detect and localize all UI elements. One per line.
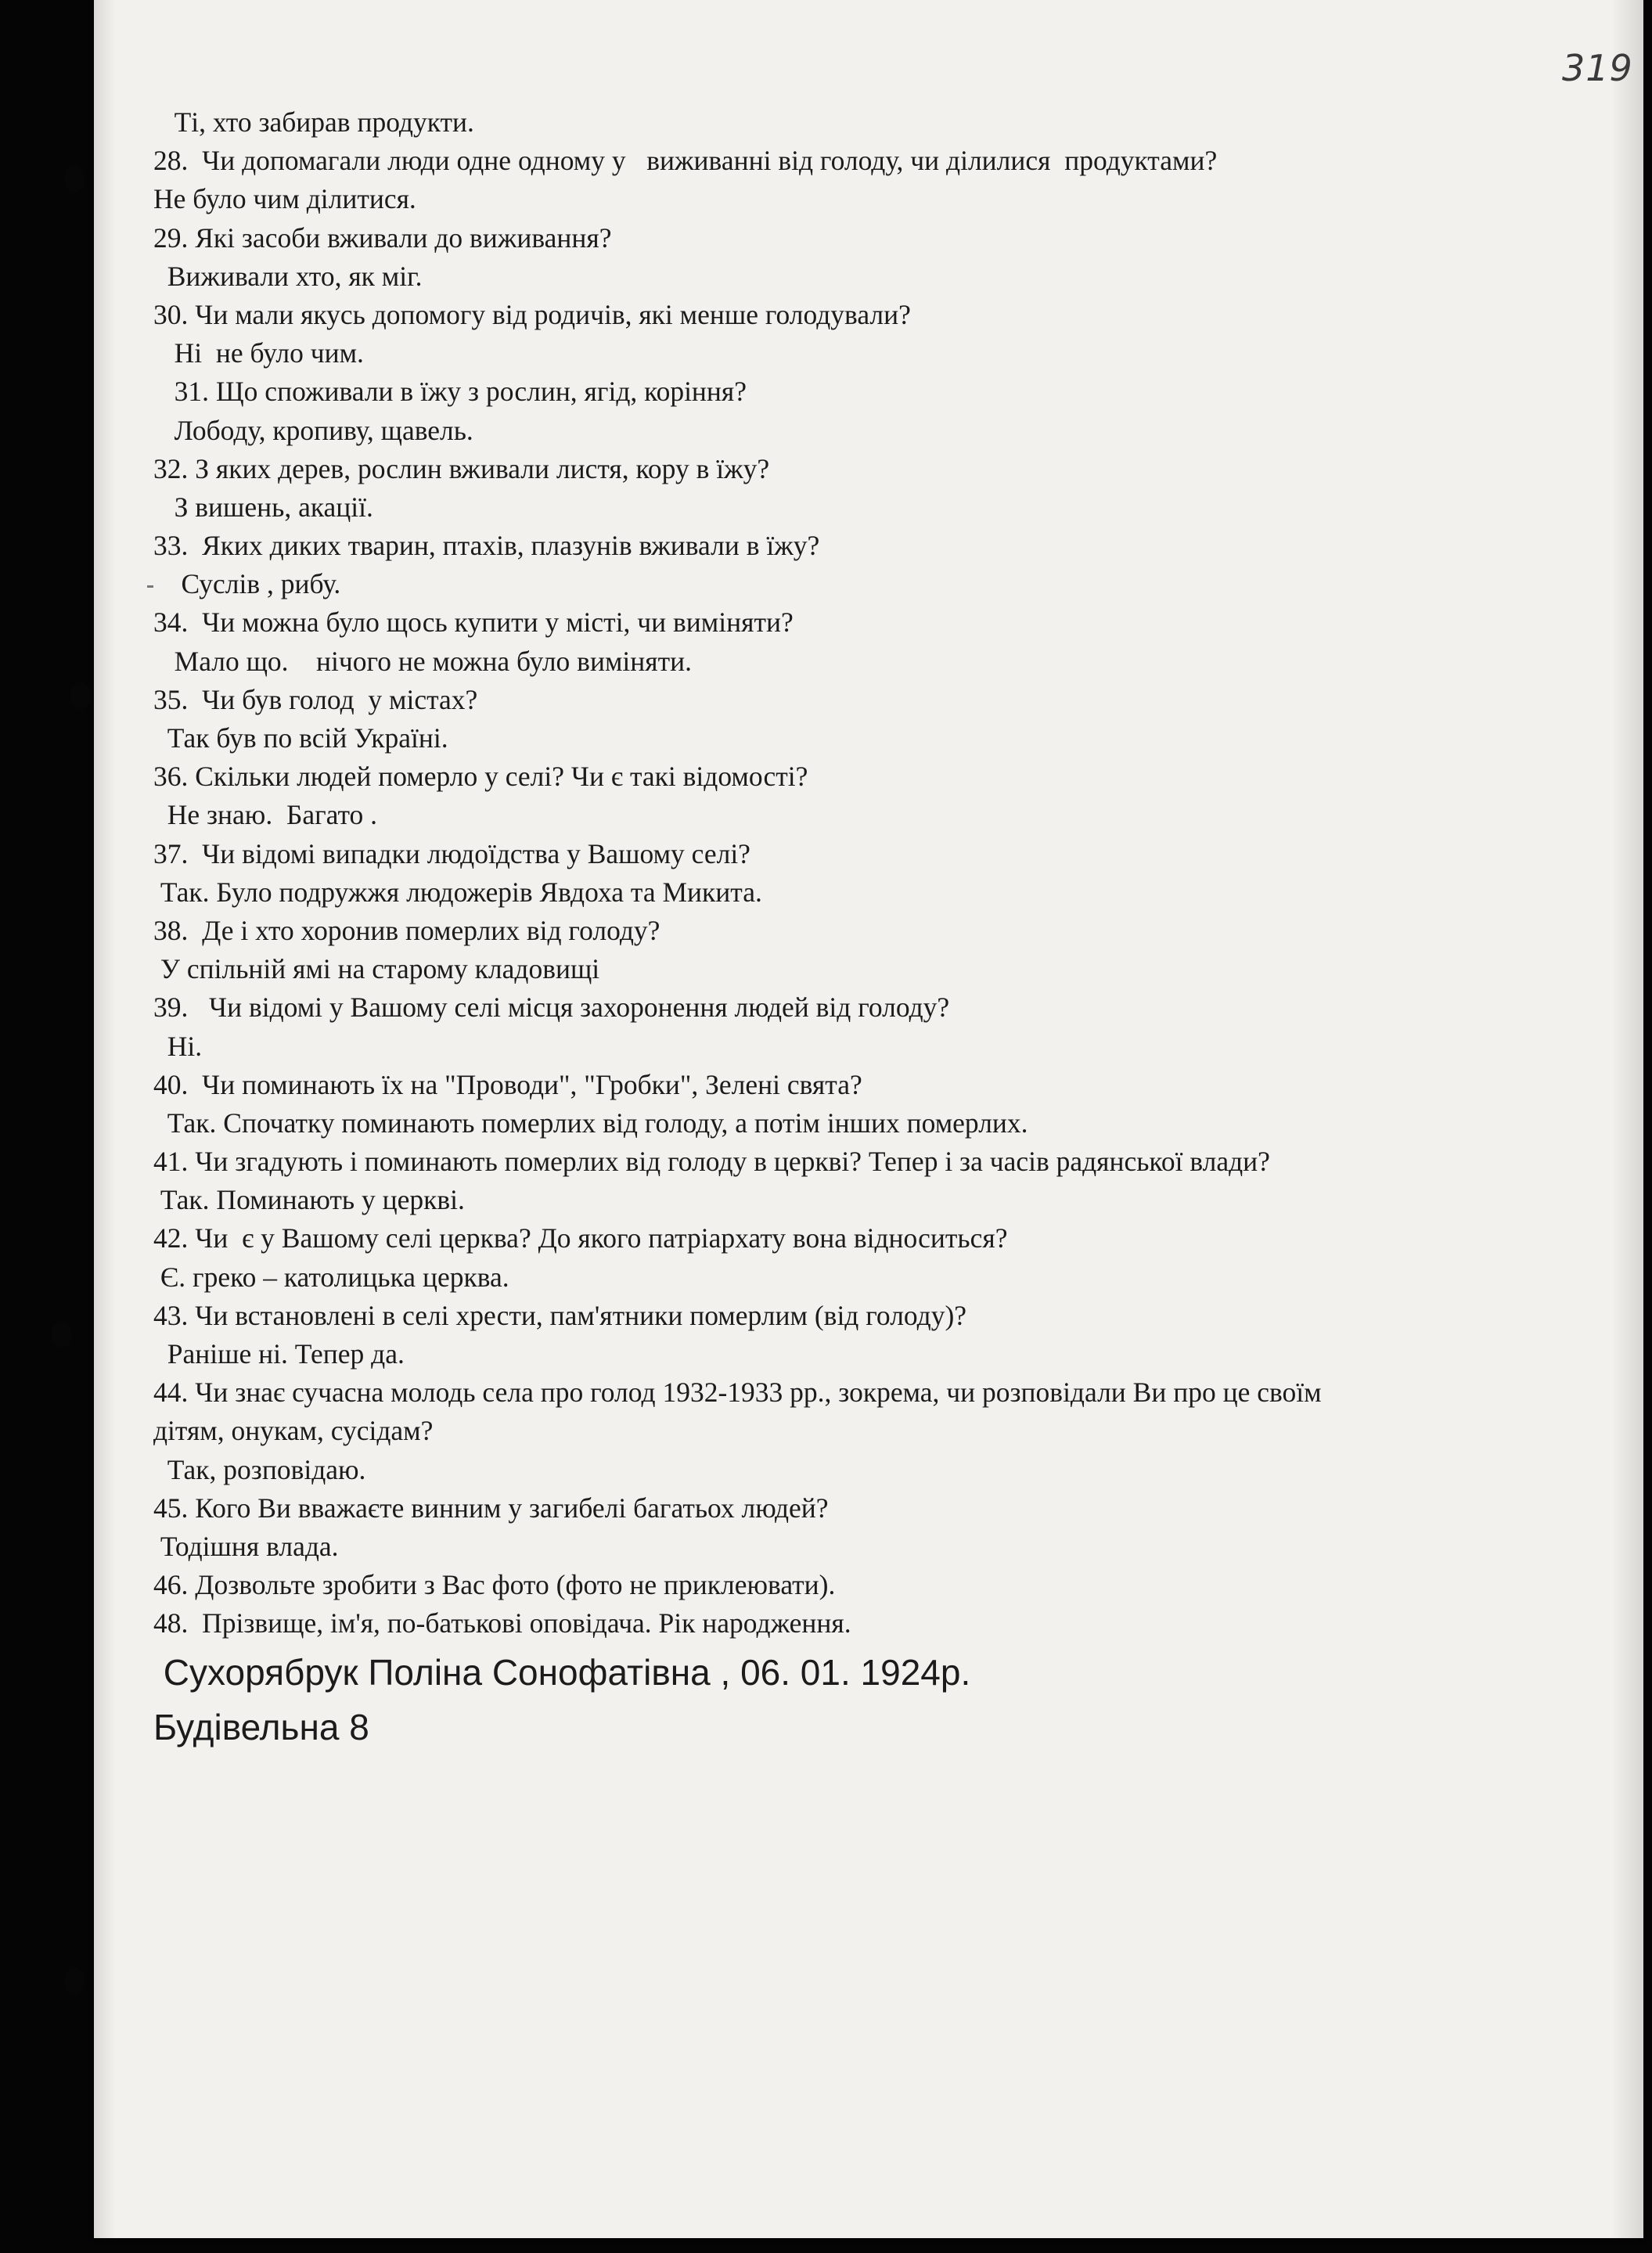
text-line: Так. Було подружжя людожерів Явдоха та Микита. — [153, 876, 762, 908]
text-line: 43. Чи встановлені в селі хрести, пам'ятники померлим (від голоду)? — [153, 1299, 967, 1331]
text-line: Так, розповідаю. — [153, 1453, 366, 1485]
page-right-edge — [1612, 0, 1643, 2238]
text-line: Ті, хто забирав продукти. — [153, 106, 474, 138]
text-line: дітям, онукам, сусідам? — [153, 1415, 434, 1447]
punch-hole — [70, 682, 91, 709]
text-line: 35. Чи був голод у містах? — [153, 683, 478, 715]
respondent-address: Будівельна 8 — [153, 1706, 369, 1747]
text-line: Виживали хто, як міг. — [153, 260, 423, 292]
text-line: Так. Спочатку поминають померлих від голоду, а потім інших померлих. — [153, 1107, 1028, 1139]
text-line: Не знаю. Багато . — [153, 799, 378, 831]
text-line: Мало що. нічого не можна було виміняти. — [153, 645, 692, 677]
text-line: 31. Що споживали в їжу з рослин, ягід, коріння? — [153, 376, 747, 408]
text-line: З вишень, акації. — [153, 491, 373, 523]
document-body — [153, 103, 1578, 1755]
text-line: Є. греко – католицька церква. — [153, 1261, 509, 1293]
text-line: 40. Чи поминають їх на "Проводи", "Гробки", Зелені свята? — [153, 1068, 862, 1100]
punch-hole — [52, 1321, 72, 1348]
text-line: 34. Чи можна було щось купити у місті, чи виміняти? — [153, 606, 794, 639]
text-line: Тодішня влада. — [153, 1530, 339, 1562]
punch-hole — [64, 166, 85, 193]
text-line: 42. Чи є у Вашому селі церква? До якого патріархату вона відноситься? — [153, 1222, 1008, 1254]
text-line: Лободу, кропиву, щавель. — [153, 414, 473, 446]
text-line: Так. Поминають у церкві. — [153, 1184, 465, 1216]
text-line: 36. Скільки людей померло у селі? Чи є такі відомості? — [153, 761, 808, 793]
page-number: 319 — [1562, 47, 1633, 89]
page-fold-edge — [94, 0, 114, 2238]
text-line: 45. Кого Ви вважаєте винним у загибелі багатьох людей? — [153, 1492, 829, 1524]
text-line: 46. Дозвольте зробити з Вас фото (фото не приклеювати). — [153, 1569, 836, 1601]
text-line: 32. З яких дерев, рослин вживали листя, кору в їжу? — [153, 452, 770, 484]
punch-hole — [64, 1967, 85, 1994]
text-line: 44. Чи знає сучасна молодь села про голод 1932-1933 рр., зокрема, чи розповідали Ви про це своїм — [153, 1377, 1322, 1409]
text-line: Ні не було чим. — [153, 337, 364, 369]
text-line: 41. Чи згадують і поминають померлих від голоду в церкві? Тепер і за часів радянської влади? — [153, 1146, 1270, 1178]
text-line: 28. Чи допомагали люди одне одному у виживанні від голоду, чи ділилися продуктами? — [153, 145, 1218, 177]
text-line: У спільній ямі на старому кладовищі — [153, 953, 600, 985]
text-line: 37. Чи відомі випадки людоїдства у Вашому селі? — [153, 837, 750, 869]
text-line: 29. Які засоби вживали до виживання? — [153, 221, 612, 254]
stray-mark — [147, 585, 153, 588]
text-line: 39. Чи відомі у Вашому селі місця захоронення людей від голоду? — [153, 992, 950, 1024]
qa-lines — [153, 103, 1578, 1643]
text-line: 38. Де і хто хоронив померлих від голоду? — [153, 914, 660, 946]
text-line: Не було чим ділитися. — [153, 183, 416, 215]
text-line: 48. Прізвище, ім'я, по-батькові оповідача. Рік народження. — [153, 1607, 851, 1639]
text-line: Суслів , рибу. — [153, 568, 341, 600]
respondent-name: Сухорябрук Поліна Сонофатівна , 06. 01. 1924р. — [153, 1651, 971, 1693]
text-line: Ні. — [153, 1030, 203, 1062]
text-line: Раніше ні. Тепер да. — [153, 1338, 405, 1369]
text-line: 30. Чи мали якусь допомогу від родичів, які менше голодували? — [153, 298, 911, 330]
text-line: Так був по всій Україні. — [153, 722, 448, 754]
text-line: 33. Яких диких тварин, птахів, плазунів вживали в їжу? — [153, 530, 820, 562]
